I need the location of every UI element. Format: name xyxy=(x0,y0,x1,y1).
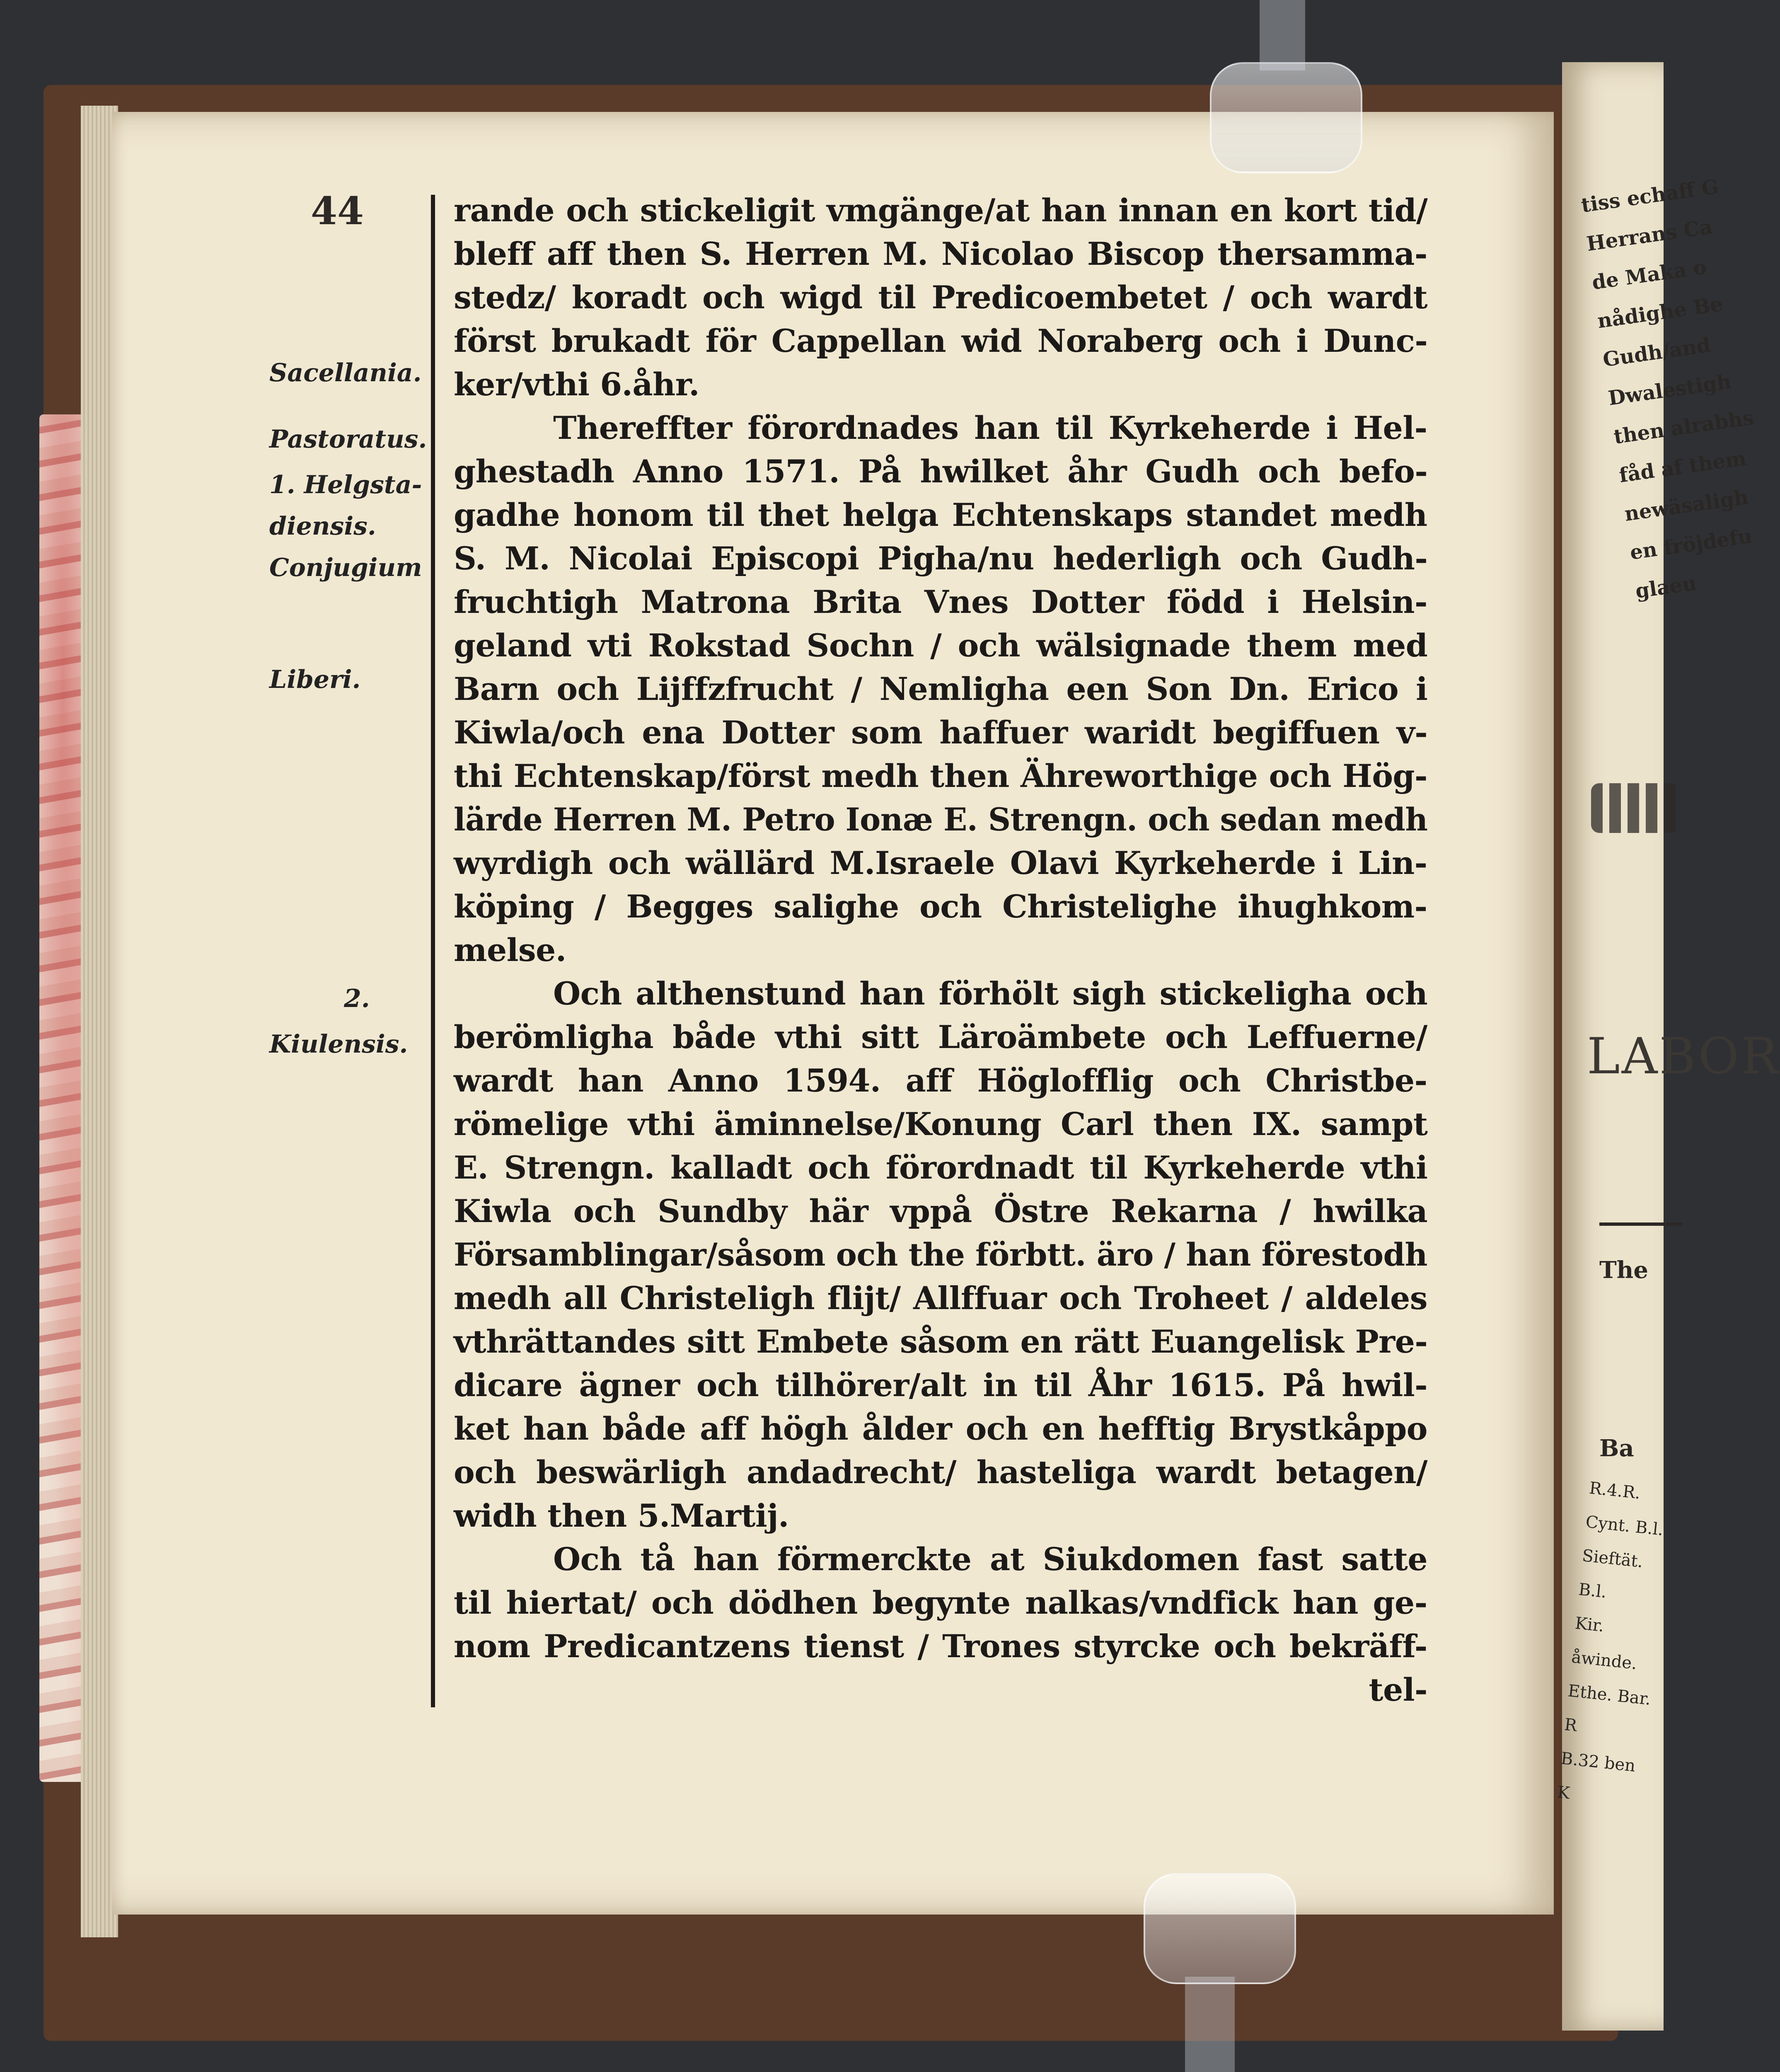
page-clip-top xyxy=(1210,62,1362,173)
marginal-note-helgstad-2: diensis. xyxy=(269,512,376,541)
right-page-text-fragments: tiss echaff G Herrans Ca de Maka o nådighe Be Gudh/and Dwalestigh then alrabhs fåd af them newäsaligh en fröjdefu glaeu xyxy=(1579,175,1756,603)
marginal-note-conjugium: Conjugium xyxy=(269,553,422,582)
text-line: ker/vthi 6.åhr. xyxy=(454,366,700,403)
text-line: Thereffter förordnades han til Kyrkeherde i Hel- xyxy=(553,409,1427,446)
right-page-small-text: R.4.R. Cynt. B.l. Sieftät. B.l. Kir. åwinde. Ethe. Bar. R B.32 ben K xyxy=(1556,1478,1664,1803)
text-line: dicare ägner och tilhörer/alt in til Åhr 1615. På hwil- xyxy=(454,1367,1428,1404)
text-line: lärde Herren M. Petro Ionæ E. Strengn. och sedan medh xyxy=(454,801,1428,838)
right-page xyxy=(1556,62,1780,2031)
text-line: och beswärligh andadrecht/ hasteliga wardt betagen/ xyxy=(454,1454,1428,1491)
text-line: wardt han Anno 1594. aff Höglofflig och Christbe- xyxy=(454,1062,1427,1099)
right-page-lower-text: The Ba xyxy=(1599,1256,1649,1462)
right-page-heading: LABOR xyxy=(1587,1028,1780,1085)
text-line: fruchtigh Matrona Brita Vnes Dotter född i Helsin- xyxy=(454,583,1427,620)
text-line: ghestadh Anno 1571. På hwilket åhr Gudh och befo- xyxy=(454,453,1428,490)
text-line: stedz/ koradt och wigd til Predicoembetet / och wardt xyxy=(454,279,1427,316)
text-line: melse. xyxy=(454,932,566,968)
text-line: berömligha både vthi sitt Läroämbete och Leffuerne/ xyxy=(454,1019,1427,1055)
text-line: geland vti Rokstad Sochn / och wälsignade them med xyxy=(454,627,1428,664)
text-line: medh all Christeligh flijt/ Allffuar och Troheet / aldeles xyxy=(454,1280,1427,1317)
text-line: til hiertat/ och dödhen begynte nalkas/vndfick han ge- xyxy=(454,1584,1427,1621)
margin-rule xyxy=(431,195,435,1707)
text-line: Kiwla/och ena Dotter som haffuer waridt begiffuen v- xyxy=(454,714,1428,751)
marginal-note-pastoratus: Pastoratus. xyxy=(269,425,427,454)
text-line: Barn och Lijffzfrucht / Nemligha een Son Dn. Erico i xyxy=(454,670,1428,707)
text-line: först brukadt för Cappellan wid Noraberg och i Dunc- xyxy=(454,322,1428,359)
text-line: E. Strengn. kalladt och förordnadt til Kyrkeherde vthi xyxy=(454,1149,1428,1186)
catchword: tel- xyxy=(1369,1671,1427,1708)
text-line: Kiwla och Sundby här vppå Östre Rekarna / hwilka xyxy=(454,1193,1428,1230)
text-line: thi Echtenskap/först medh then Ähreworthige och Hög- xyxy=(454,758,1427,794)
text-line: bleff aff then S. Herren M. Nicolao Biscop thersamma- xyxy=(454,235,1427,272)
marginal-note-liberi: Liberi. xyxy=(269,665,361,694)
text-line: vthrättandes sitt Embete såsom en rätt Euangelisk Pre- xyxy=(454,1323,1428,1360)
text-line: römelige vthi äminnelse/Konung Carl then IX. sampt xyxy=(454,1106,1428,1143)
text-line: Församblingar/såsom och the förbtt. äro / han förestodh xyxy=(454,1236,1427,1273)
text-line: Och althenstund han förhölt sigh stickeligha och xyxy=(553,975,1428,1012)
marginal-note-sacellania: Sacellania. xyxy=(269,358,422,387)
page-number: 44 xyxy=(311,189,364,233)
text-line: nom Predicantzens tienst / Trones styrcke och bekräff- xyxy=(454,1628,1427,1665)
decorative-ornament xyxy=(1591,783,1682,833)
text-line: Och tå han förmerckte at Siukdomen fast satte xyxy=(553,1541,1427,1578)
text-line: rande och stickeligit vmgänge/at han innan en kort tid/ xyxy=(454,192,1428,229)
text-line: wyrdigh och wällärd M.Israele Olavi Kyrkeherde i Lin- xyxy=(454,845,1427,881)
text-line: S. M. Nicolai Episcopi Pigha/nu hederligh och Gudh- xyxy=(454,540,1428,577)
clip-strip-top xyxy=(1260,0,1305,70)
clip-strip-bottom xyxy=(1185,1977,1235,2072)
marginal-note-kiulensis: Kiulensis. xyxy=(269,1030,408,1059)
marginal-note-helgstad-1: 1. Helgsta- xyxy=(269,470,422,499)
text-line: gadhe honom til thet helga Echtenskaps standet medh xyxy=(454,496,1427,533)
text-line: köping / Begges salighe och Christelighe ihughkom- xyxy=(454,888,1427,925)
page-clip-bottom xyxy=(1144,1873,1296,1984)
text-line: widh then 5.Martij. xyxy=(454,1497,789,1534)
text-line: ket han både aff högh ålder och en hefftig Brystkåppo xyxy=(454,1410,1427,1447)
horizontal-rule xyxy=(1599,1222,1682,1226)
marginal-note-number-2: 2. xyxy=(344,984,370,1013)
